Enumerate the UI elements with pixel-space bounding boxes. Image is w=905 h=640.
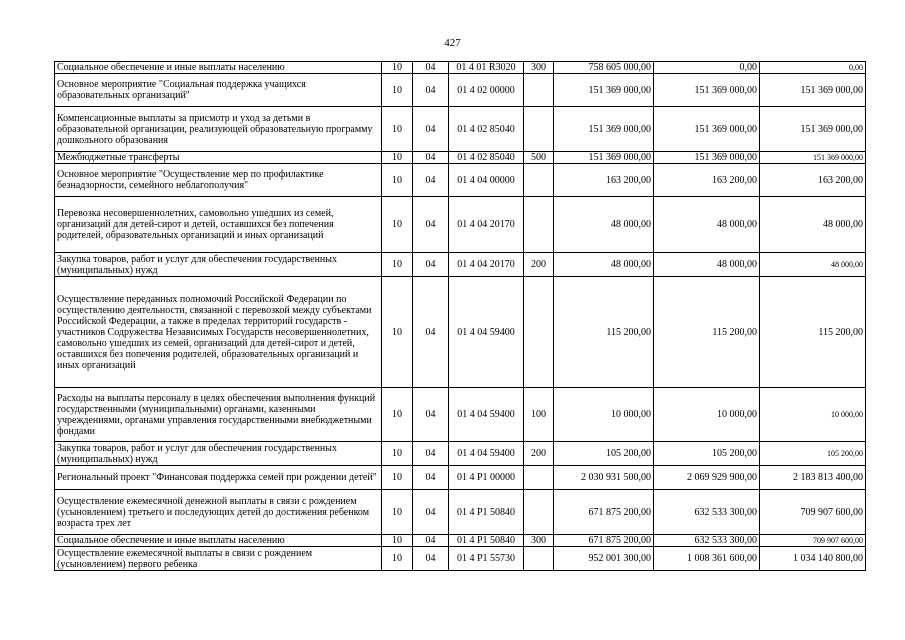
row-subsection: 04 (413, 152, 449, 164)
row-name: Компенсационные выплаты за присмотр и уход за детьми в образовательной организации, реализующей образовательную программу дошкольного образования (55, 107, 382, 152)
table-body (55, 62, 866, 571)
row-subsection: 04 (413, 388, 449, 442)
row-amount-year2: 2 069 929 900,00 (654, 466, 760, 490)
row-amount-year1: 671 875 200,00 (554, 490, 654, 535)
row-section: 10 (382, 107, 413, 152)
row-expense-type (524, 277, 554, 388)
table-row (55, 107, 866, 152)
row-amount-year1: 163 200,00 (554, 164, 654, 197)
row-target-article: 01 4 02 85040 (449, 107, 524, 152)
row-target-article: 01 4 04 59400 (449, 442, 524, 466)
row-amount-year3: 163 200,00 (760, 164, 866, 197)
row-target-article: 01 4 04 20170 (449, 197, 524, 253)
row-amount-year1: 115 200,00 (554, 277, 654, 388)
row-amount-year3: 709 907 600,00 (760, 490, 866, 535)
row-target-article: 01 4 01 R3020 (449, 62, 524, 74)
row-amount-year3: 105 200,00 (760, 442, 866, 466)
row-expense-type (524, 466, 554, 490)
table-row (55, 388, 866, 442)
row-amount-year1: 10 000,00 (554, 388, 654, 442)
row-name: Осуществление ежемесячной выплаты в связи с рождением (усыновлением) первого ребенка (55, 547, 382, 571)
row-subsection: 04 (413, 164, 449, 197)
row-amount-year1: 671 875 200,00 (554, 535, 654, 547)
row-section: 10 (382, 253, 413, 277)
row-amount-year3: 151 369 000,00 (760, 107, 866, 152)
row-expense-type (524, 490, 554, 535)
row-section: 10 (382, 164, 413, 197)
row-name: Закупка товаров, работ и услуг для обеспечения государственных (муниципальных) нужд (55, 253, 382, 277)
row-subsection: 04 (413, 197, 449, 253)
row-section: 10 (382, 152, 413, 164)
row-target-article: 01 4 P1 00000 (449, 466, 524, 490)
row-amount-year1: 2 030 931 500,00 (554, 466, 654, 490)
row-section: 10 (382, 74, 413, 107)
table-row (55, 490, 866, 535)
row-amount-year1: 105 200,00 (554, 442, 654, 466)
row-amount-year2: 151 369 000,00 (654, 74, 760, 107)
row-expense-type: 100 (524, 388, 554, 442)
row-target-article: 01 4 P1 50840 (449, 535, 524, 547)
row-target-article: 01 4 04 00000 (449, 164, 524, 197)
row-amount-year1: 151 369 000,00 (554, 152, 654, 164)
table-row (55, 74, 866, 107)
row-amount-year1: 48 000,00 (554, 253, 654, 277)
row-amount-year3: 115 200,00 (760, 277, 866, 388)
row-amount-year2: 48 000,00 (654, 253, 760, 277)
row-subsection: 04 (413, 107, 449, 152)
row-name: Расходы на выплаты персоналу в целях обеспечения выполнения функций государственными (муниципальными) органами, казенными учреждениями, органами управления государственными внебюджетными фондами (55, 388, 382, 442)
row-name: Осуществление ежемесячной денежной выплаты в связи с рождением (усыновлением) третьего и последующих детей до достижения ребенком возраста трех лет (55, 490, 382, 535)
row-amount-year3: 48 000,00 (760, 197, 866, 253)
table-row (55, 164, 866, 197)
row-target-article: 01 4 04 20170 (449, 253, 524, 277)
row-amount-year1: 151 369 000,00 (554, 107, 654, 152)
row-expense-type (524, 74, 554, 107)
row-amount-year1: 48 000,00 (554, 197, 654, 253)
table-row (55, 535, 866, 547)
row-expense-type: 200 (524, 442, 554, 466)
row-section: 10 (382, 197, 413, 253)
row-name: Осуществление переданных полномочий Российской Федерации по осуществлению деятельности, связанной с перевозкой между субъектами Российской Федерации, а также в пределах территорий государств - участников Содружества Независимых Государств несовершеннолетних, самовольно ушедших из семей, организаций для детей-сирот и детей, оставшихся без попечения родителей, образовательных организаций и иных организаций (55, 277, 382, 388)
row-amount-year2: 1 008 361 600,00 (654, 547, 760, 571)
row-amount-year2: 632 533 300,00 (654, 535, 760, 547)
row-expense-type (524, 547, 554, 571)
row-subsection: 04 (413, 253, 449, 277)
row-subsection: 04 (413, 74, 449, 107)
row-subsection: 04 (413, 466, 449, 490)
table-row (55, 253, 866, 277)
row-name: Межбюджетные трансферты (55, 152, 382, 164)
row-expense-type: 500 (524, 152, 554, 164)
row-amount-year2: 48 000,00 (654, 197, 760, 253)
row-amount-year2: 163 200,00 (654, 164, 760, 197)
row-expense-type: 200 (524, 253, 554, 277)
row-amount-year2: 151 369 000,00 (654, 152, 760, 164)
row-amount-year2: 10 000,00 (654, 388, 760, 442)
row-amount-year3: 151 369 000,00 (760, 74, 866, 107)
table-row (55, 442, 866, 466)
row-amount-year2: 0,00 (654, 62, 760, 74)
row-subsection: 04 (413, 62, 449, 74)
row-amount-year1: 151 369 000,00 (554, 74, 654, 107)
row-section: 10 (382, 547, 413, 571)
row-target-article: 01 4 02 00000 (449, 74, 524, 107)
row-subsection: 04 (413, 277, 449, 388)
row-amount-year1: 758 605 000,00 (554, 62, 654, 74)
row-expense-type: 300 (524, 535, 554, 547)
row-amount-year1: 952 001 300,00 (554, 547, 654, 571)
row-amount-year2: 632 533 300,00 (654, 490, 760, 535)
row-section: 10 (382, 277, 413, 388)
row-section: 10 (382, 388, 413, 442)
row-amount-year2: 151 369 000,00 (654, 107, 760, 152)
row-name: Региональный проект "Финансовая поддержка семей при рождении детей" (55, 466, 382, 490)
row-expense-type (524, 197, 554, 253)
row-section: 10 (382, 62, 413, 74)
row-target-article: 01 4 P1 55730 (449, 547, 524, 571)
row-amount-year3: 10 000,00 (760, 388, 866, 442)
row-name: Закупка товаров, работ и услуг для обеспечения государственных (муниципальных) нужд (55, 442, 382, 466)
row-amount-year2: 115 200,00 (654, 277, 760, 388)
row-subsection: 04 (413, 442, 449, 466)
row-section: 10 (382, 490, 413, 535)
row-subsection: 04 (413, 490, 449, 535)
budget-table (54, 61, 866, 571)
row-name: Социальное обеспечение и иные выплаты населению (55, 535, 382, 547)
table-row (55, 152, 866, 164)
row-subsection: 04 (413, 547, 449, 571)
row-name: Социальное обеспечение и иные выплаты населению (55, 62, 382, 74)
row-amount-year3: 709 907 600,00 (760, 535, 866, 547)
row-amount-year2: 105 200,00 (654, 442, 760, 466)
table-row (55, 547, 866, 571)
row-expense-type (524, 164, 554, 197)
row-expense-type (524, 107, 554, 152)
page-number: 427 (444, 37, 461, 49)
table-row (55, 62, 866, 74)
table-row (55, 466, 866, 490)
row-section: 10 (382, 466, 413, 490)
row-expense-type: 300 (524, 62, 554, 74)
row-amount-year3: 48 000,00 (760, 253, 866, 277)
row-name: Перевозка несовершеннолетних, самовольно ушедших из семей, организаций для детей-сирот и детей, оставшихся без попечения родителей, образовательных организаций и иных организаций (55, 197, 382, 253)
row-target-article: 01 4 02 85040 (449, 152, 524, 164)
table-row (55, 277, 866, 388)
row-subsection: 04 (413, 535, 449, 547)
row-target-article: 01 4 P1 50840 (449, 490, 524, 535)
row-target-article: 01 4 04 59400 (449, 388, 524, 442)
row-amount-year3: 1 034 140 800,00 (760, 547, 866, 571)
row-name: Основное мероприятие "Социальная поддержка учащихся образовательных организаций" (55, 74, 382, 107)
row-name: Основное мероприятие "Осуществление мер по профилактике безнадзорности, семейного неблагополучия" (55, 164, 382, 197)
table-row (55, 197, 866, 253)
row-amount-year3: 0,00 (760, 62, 866, 74)
row-section: 10 (382, 442, 413, 466)
row-target-article: 01 4 04 59400 (449, 277, 524, 388)
row-amount-year3: 2 183 813 400,00 (760, 466, 866, 490)
row-section: 10 (382, 535, 413, 547)
row-amount-year3: 151 369 000,00 (760, 152, 866, 164)
